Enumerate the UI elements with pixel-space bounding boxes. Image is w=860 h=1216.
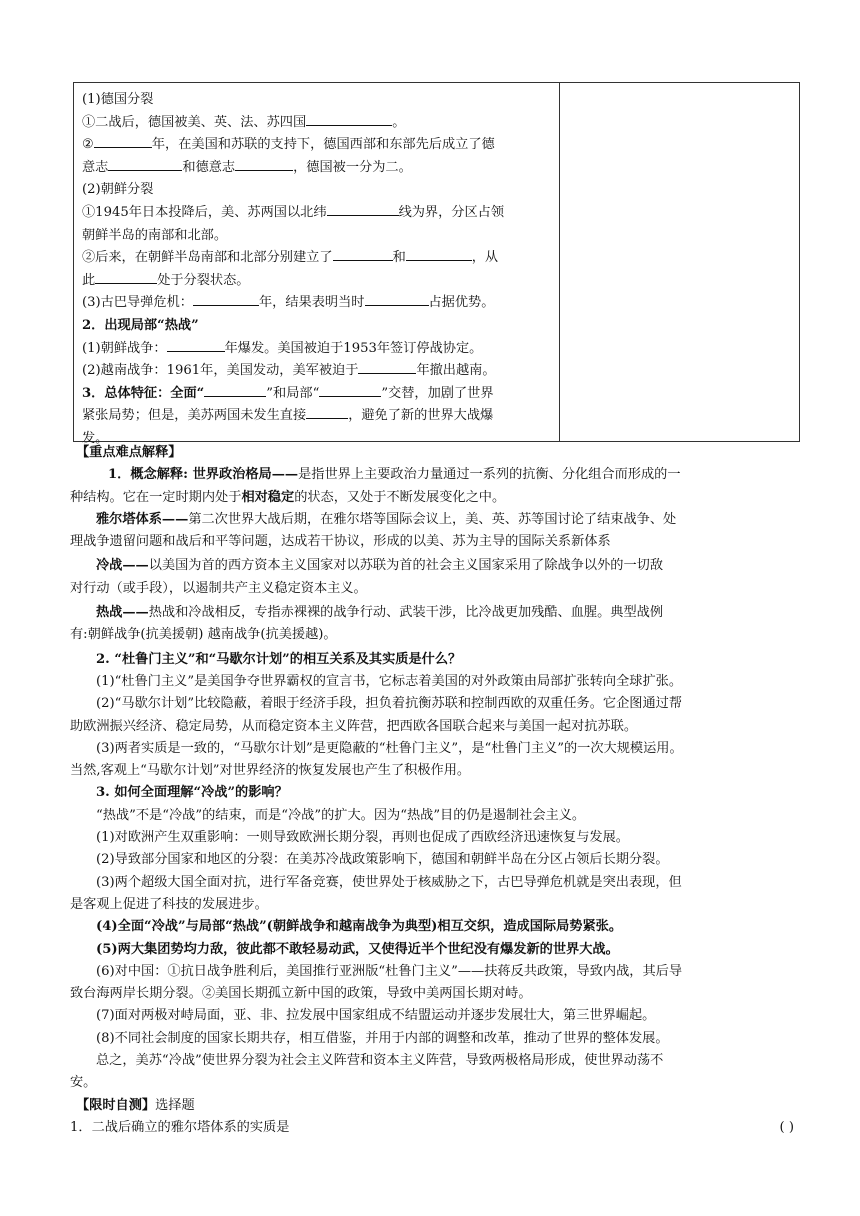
question-truman-marshall: 2. “杜鲁门主义”和“马歇尔计划”的相互关系及其实质是什么？	[96, 651, 462, 667]
question-cold-war-impact: 3. 如何全面理解“冷战”的影响？	[96, 785, 288, 801]
line-korea-4: 此 处于分裂状态。	[82, 270, 552, 293]
key-points-section	[70, 442, 800, 1139]
impact-2: (2)导致部分国家和地区的分裂：在美苏冷战政策影响下，德国和朝鲜半岛在分区占领后长期分裂。	[96, 852, 669, 868]
fill-blank[interactable]	[193, 292, 259, 306]
line-germany-3: 意志 和德意志 ，德国被一分为二。	[82, 157, 552, 180]
fill-blank[interactable]	[406, 247, 472, 261]
para-cold-war-cont: 对行动（或手段），以遏制共产主义稳定资本主义。	[70, 580, 367, 596]
answer-marshall-cont: 助欧洲振兴经济、稳定局势，从而稳定资本主义阵营，把西欧各国联合起来与美国一起对抗苏联。	[70, 718, 638, 734]
answer-essence-cont: 当然,客观上“马歇尔计划”对世界经济的恢复发展也产生了积极作用。	[70, 763, 471, 779]
para-hot-war: 热战——热战和冷战相反，专指赤裸裸的战争行动、武装干涉，比冷战更加残酷、血腥。典型战例	[96, 605, 664, 621]
fill-blank[interactable]	[167, 338, 225, 352]
line-features-1: 3．总体特征：全面“ ”和局部“ ”交替，加剧了世界	[82, 383, 552, 406]
summary-cont: 安。	[70, 1075, 97, 1091]
line-korea-2: 朝鲜半岛的南部和北部。	[82, 227, 228, 243]
impact-4: (4)全面“冷战”与局部“热战”(朝鲜战争和越南战争为典型)相互交织，造成国际局势紧张。	[96, 919, 623, 935]
fill-blank[interactable]	[358, 360, 416, 374]
impact-7: (7)面对两极对峙局面，亚、非、拉发展中国家组成不结盟运动并逐步发展壮大，第三世界崛起。	[96, 1008, 656, 1024]
para-hot-war-cont: 有:朝鲜战争(抗美援朝) 越南战争(抗美援越)。	[70, 627, 337, 643]
para-world-pattern-cont: 种结构。它在一定时期内处于相对稳定的状态，又处于不断发展变化之中。	[70, 489, 506, 505]
fill-blank[interactable]	[204, 383, 266, 397]
subheading-germany: (1)德国分裂	[82, 92, 154, 107]
impact-8: (8)不同社会制度的国家长期共存，相互借鉴，并用于内部的调整和改革，推动了世界的整体发展。	[96, 1030, 669, 1046]
fill-blank[interactable]	[95, 270, 157, 284]
review-table	[73, 82, 800, 446]
impact-6-cont: 致台海两岸长期分裂。②美国长期孤立新中国的政策，导致中美两国长期对峙。	[70, 986, 532, 1002]
answer-truman: (1)“杜鲁门主义”是美国争夺世界霸权的宣言书，它标志着美国的对外政策由局部扩张转向全球扩张。	[96, 673, 683, 689]
section-header-self-test: 【限时自测】选择题	[76, 1097, 195, 1113]
line-germany-1: ①二战后，德国被美、英、法、苏四国 。	[82, 112, 552, 135]
table-column-divider	[559, 83, 560, 441]
impact-intro: “热战”不是“冷战”的结束，而是“冷战”的扩大。因为“热战”目的仍是遏制社会主义。	[96, 807, 586, 823]
question-1: 1．二战后确立的雅尔塔体系的实质是 ( )	[70, 1117, 800, 1139]
para-cold-war: 冷战——以美国为首的西方资本主义国家对以苏联为首的社会主义国家采用了除战争以外的一切敌	[96, 558, 664, 574]
fill-blank[interactable]	[306, 112, 392, 126]
fill-blank[interactable]	[365, 292, 429, 306]
line-korea-3: ②后来，在朝鲜半岛南部和北部分别建立了 和 ，从	[82, 247, 552, 270]
impact-3: (3)两个超级大国全面对抗，进行军备竞赛，使世界处于核威胁之下，古巴导弹危机就是突出表现，但	[96, 874, 682, 890]
impact-1: (1)对欧洲产生双重影响：一则导致欧洲长期分裂，再则也促成了西欧经济迅速恢复与发展。	[96, 830, 629, 846]
fill-blank[interactable]	[108, 157, 182, 171]
fill-blank[interactable]	[327, 202, 399, 216]
table-left-cell	[82, 89, 552, 451]
impact-6: (6)对中国：①抗日战争胜利后，美国推行亚洲版“杜鲁门主义”——扶蒋反共政策，导致内战，其后导	[96, 963, 683, 979]
line-features-3: 发。	[82, 430, 109, 446]
line-vietnam-war: (2)越南战争：1961年，美国发动，美军被迫于 年撤出越南。	[82, 360, 552, 383]
line-cuba: (3)古巴导弹危机： 年，结果表明当时 占据优势。	[82, 292, 552, 315]
para-world-pattern: 1．概念解释: 世界政治格局——是指世界上主要政治力量通过一系列的抗衡、分化组合而形成的一	[108, 467, 681, 483]
fill-blank[interactable]	[333, 247, 393, 261]
para-yalta: 雅尔塔体系——第二次世界大战后期，在雅尔塔等国际会议上，美、英、苏等国讨论了结束战争、处	[96, 511, 677, 527]
impact-5: (5)两大集团势均力敌，彼此都不敢轻易动武，又使得近半个世纪没有爆发新的世界大战。	[96, 941, 619, 957]
answer-marshall: (2)“马歇尔计划”比较隐蔽，着眼于经济手段，担负着抗衡苏联和控制西欧的双重任务。它企图通过帮	[96, 696, 683, 712]
line-korean-war: (1)朝鲜战争： 年爆发。美国被迫于1953年签订停战协定。	[82, 338, 552, 361]
subheading-korea: (2)朝鲜分裂	[82, 182, 154, 198]
fill-blank[interactable]	[235, 157, 293, 171]
subheading-hot-war: 2．出现局部“热战”	[82, 317, 199, 333]
fill-blank[interactable]	[94, 134, 152, 148]
line-germany-2: ② 年，在美国和苏联的支持下，德国西部和东部先后成立了德	[82, 134, 552, 157]
fill-blank[interactable]	[319, 383, 381, 397]
line-features-2: 紧张局势；但是，美苏两国未发生直接 ，避免了新的世界大战爆	[82, 405, 552, 428]
impact-3-cont: 是客观上促进了科技的发展进步。	[70, 896, 268, 912]
para-yalta-cont: 理战争遗留问题和战后和平等问题，达成若干协议，形成的以美、苏为主导的国际关系新体系	[70, 534, 611, 550]
summary: 总之，美苏“冷战”使世界分裂为社会主义阵营和资本主义阵营，导致两极格局形成，使世界动荡不	[96, 1053, 664, 1069]
answer-essence: (3)两者实质是一致的，“马歇尔计划”是更隐蔽的“杜鲁门主义”，是“杜鲁门主义”的一次大规模运用。	[96, 740, 683, 756]
section-header-key-points: 【重点难点解释】	[76, 445, 182, 460]
line-korea-1: ①1945年日本投降后，美、苏两国以北纬 线为界，分区占领	[82, 202, 552, 225]
fill-blank[interactable]	[306, 405, 348, 419]
answer-bracket[interactable]: ( )	[779, 1119, 794, 1135]
